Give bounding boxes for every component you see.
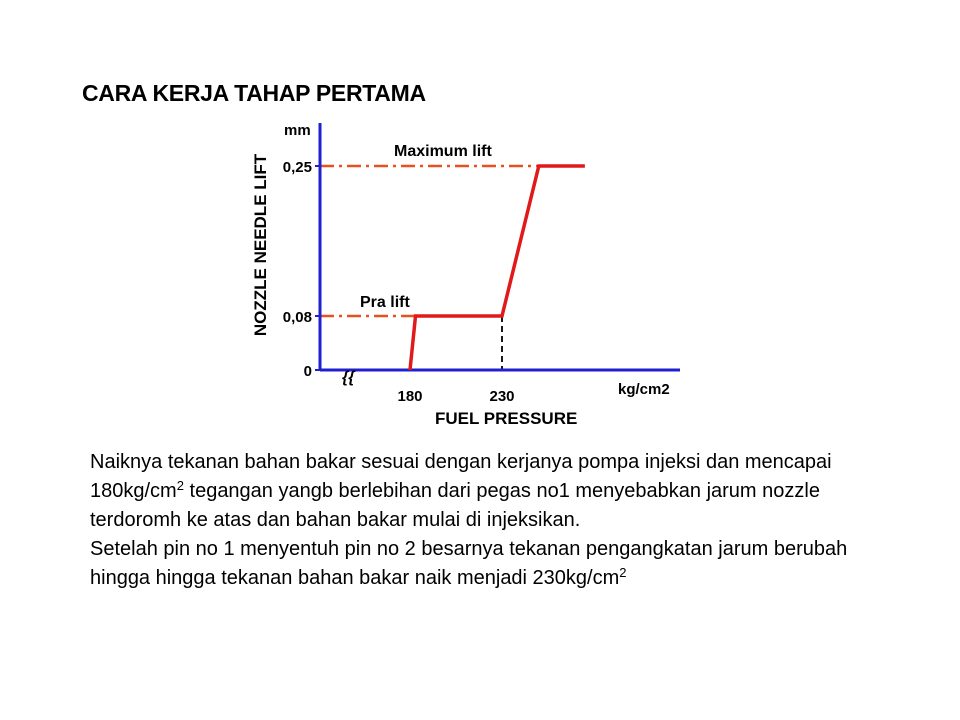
superscript: 2 [619,565,627,580]
paragraph-1-text: Naiknya tekanan bahan bakar sesuai dengan kerjanya pompa injeksi dan mencapai 180kg/cm [90,451,832,502]
y-tick-label-0: 0 [303,363,312,380]
axis-break-symbol: {{ [342,369,355,386]
needle-lift-line [410,166,585,370]
y-tick-label-0,25: 0,25 [282,159,312,176]
x-unit-label: kg/cm2 [618,381,670,398]
needle-lift-chart [240,115,700,435]
paragraph-2-text: Setelah pin no 1 menyentuh pin no 2 besarnya tekanan pengangkatan jarum berubah hingga hingga tekanan bahan bakar naik menjadi 230kg/cm [90,538,848,589]
paragraph-1 [90,448,890,535]
y-tick-label-0,08: 0,08 [282,309,312,326]
y-axis-title: NOZZLE NEEDLE LIFT [251,153,270,337]
paragraph-2 [90,535,890,593]
x-axis-title: FUEL PRESSURE [435,409,578,428]
superscript: 2 [176,478,184,493]
y-unit-label: mm [284,122,311,139]
x-tick-label-180: 180 [397,388,423,405]
explanation-text [90,448,890,593]
x-tick-label-230: 230 [489,388,515,405]
paragraph-1-text-cont: tegangan yangb berlebihan dari pegas no1 menyebabkan jarum nozzle terdoromh ke atas dan bahan bakar mulai di injeksikan. [90,480,820,531]
slide-title: CARA KERJA TAHAP PERTAMA [82,80,426,106]
maximum-lift-label: Maximum lift [394,143,492,160]
pra-lift-label: Pra lift [360,294,410,311]
